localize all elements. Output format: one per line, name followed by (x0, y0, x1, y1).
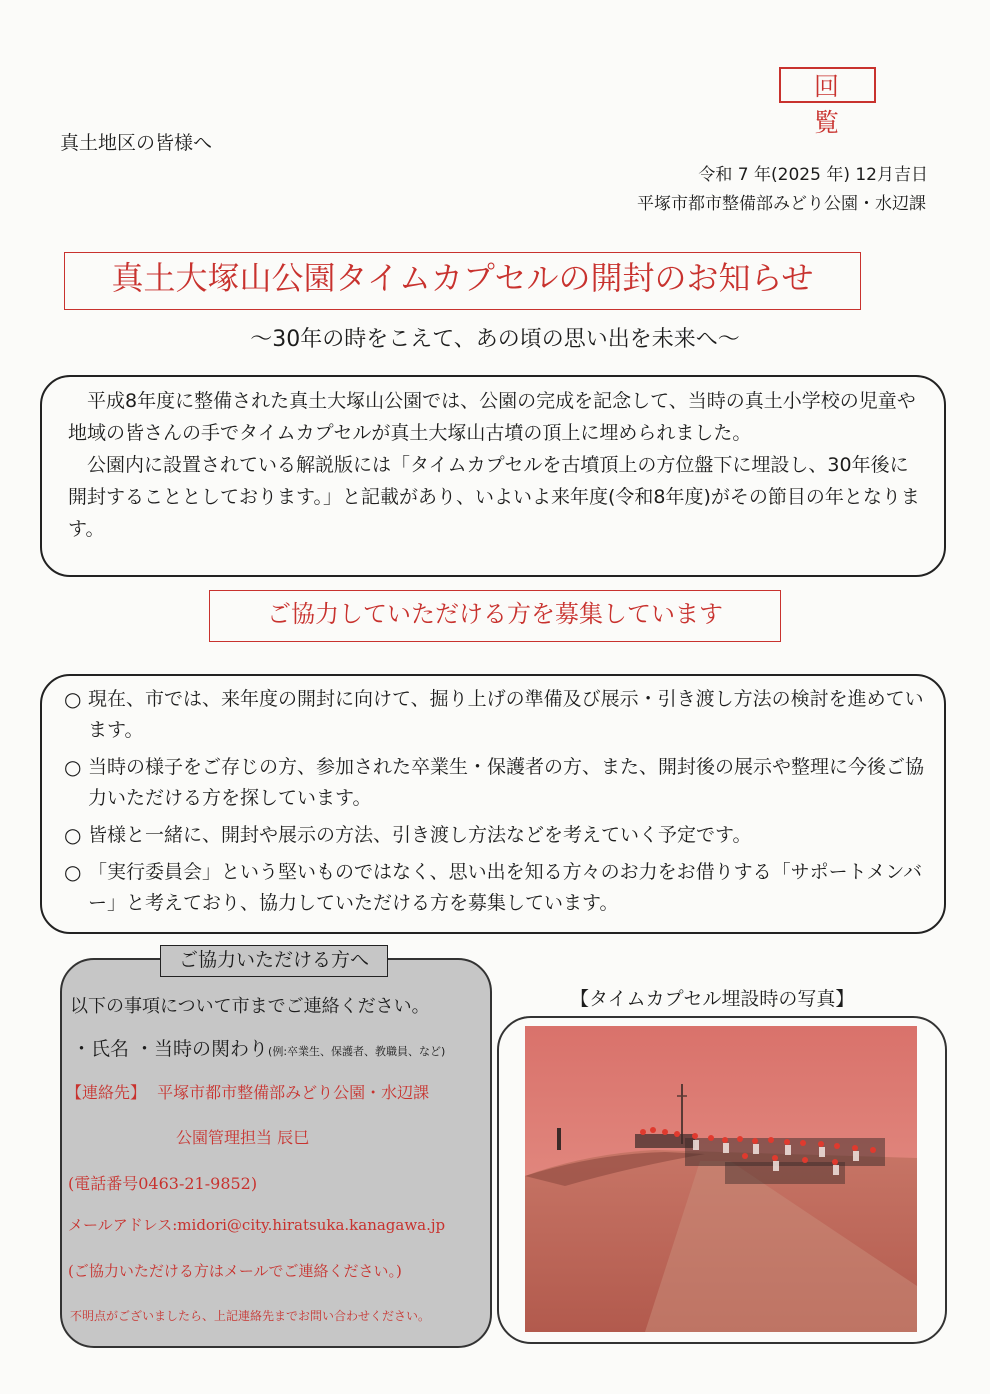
page-title: 真土大塚山公園タイムカプセルの開封のお知らせ (64, 252, 861, 310)
circle-bullet-icon: ○ (64, 823, 82, 847)
issue-date: 令和 7 年(2025 年) 12月吉日 (698, 165, 928, 185)
list-item-text: 「実行委員会」という堅いものではなく、思い出を知る方々のお力をお借りする「サポートメンバー」と考えており、協力していただける方を募集しています。 (88, 861, 923, 914)
list-item (64, 752, 928, 814)
circulation-stamp: 回覧 (779, 67, 876, 103)
contact-phone: (電話番号0463-21-9852) (68, 1174, 258, 1193)
intro-paragraph-1: 平成8年度に整備された真土大塚山公園では、公園の完成を記念して、当時の真土小学校の児童や地域の皆さんの手でタイムカプセルが真土大塚山古墳の頂上に埋められました。 (68, 390, 916, 444)
contact-department: 平塚市都市整備部みどり公園・水辺課 (157, 1083, 430, 1102)
list-item (64, 684, 928, 746)
intro-box (40, 375, 946, 577)
required-items: ・氏名 ・当時の関わり (72, 1038, 269, 1060)
issuing-department: 平塚市都市整備部みどり公園・水辺課 (637, 194, 926, 214)
list-item-text: 現在、市では、来年度の開封に向けて、掘り上げの準備及び展示・引き渡し方法の検討を進めています。 (88, 688, 924, 741)
contact-header: ご協力いただける方へ (160, 945, 388, 977)
list-item-text: 皆様と一緒に、開封や展示の方法、引き渡し方法などを考えていく予定です。 (88, 824, 752, 846)
list-item (64, 820, 928, 851)
contact-instruction: 以下の事項について市までご連絡ください。 (70, 996, 430, 1017)
recruit-list-box (40, 674, 946, 934)
list-item (64, 857, 928, 919)
recruit-list (64, 684, 928, 919)
contact-email-note: (ご協力いただける方はメールでご連絡ください。) (68, 1262, 402, 1280)
contact-required-items (72, 1034, 445, 1061)
photo-caption: 【タイムカプセル埋設時の写真】 (570, 988, 855, 1010)
contact-destination (66, 1080, 429, 1103)
required-items-example: (例:卒業生、保護者、教職員、など) (268, 1045, 446, 1058)
circle-bullet-icon: ○ (64, 860, 82, 884)
intro-paragraph-2: 公園内に設置されている解説版には「タイムカプセルを古墳頂上の方位盤下に埋設し、30年後に開封することとしております。」と記載があり、いよいよ来年度(令和8年度)がその節目の年となります。 (68, 454, 920, 540)
contact-inquiry-note: 不明点がございましたら、上記連絡先までお問い合わせください。 (70, 1309, 431, 1323)
time-capsule-burial-photo (525, 1026, 917, 1332)
contact-email[interactable]: メールアドレス:midori@city.hiratsuka.kanagawa.jp (68, 1216, 446, 1234)
recruit-heading: ご協力していただける方を募集しています (209, 590, 781, 642)
circle-bullet-icon: ○ (64, 755, 82, 779)
subtitle: 〜30年の時をこえて、あの頃の思い出を未来へ〜 (250, 327, 740, 352)
circle-bullet-icon: ○ (64, 687, 82, 711)
contact-label: 【連絡先】 (66, 1083, 147, 1102)
contact-person: 公園管理担当 辰巳 (176, 1128, 310, 1147)
addressee: 真土地区の皆様へ (60, 132, 213, 154)
list-item-text: 当時の様子をご存じの方、参加された卒業生・保護者の方、また、開封後の展示や整理に今後ご協力いただける方を探しています。 (88, 756, 925, 809)
